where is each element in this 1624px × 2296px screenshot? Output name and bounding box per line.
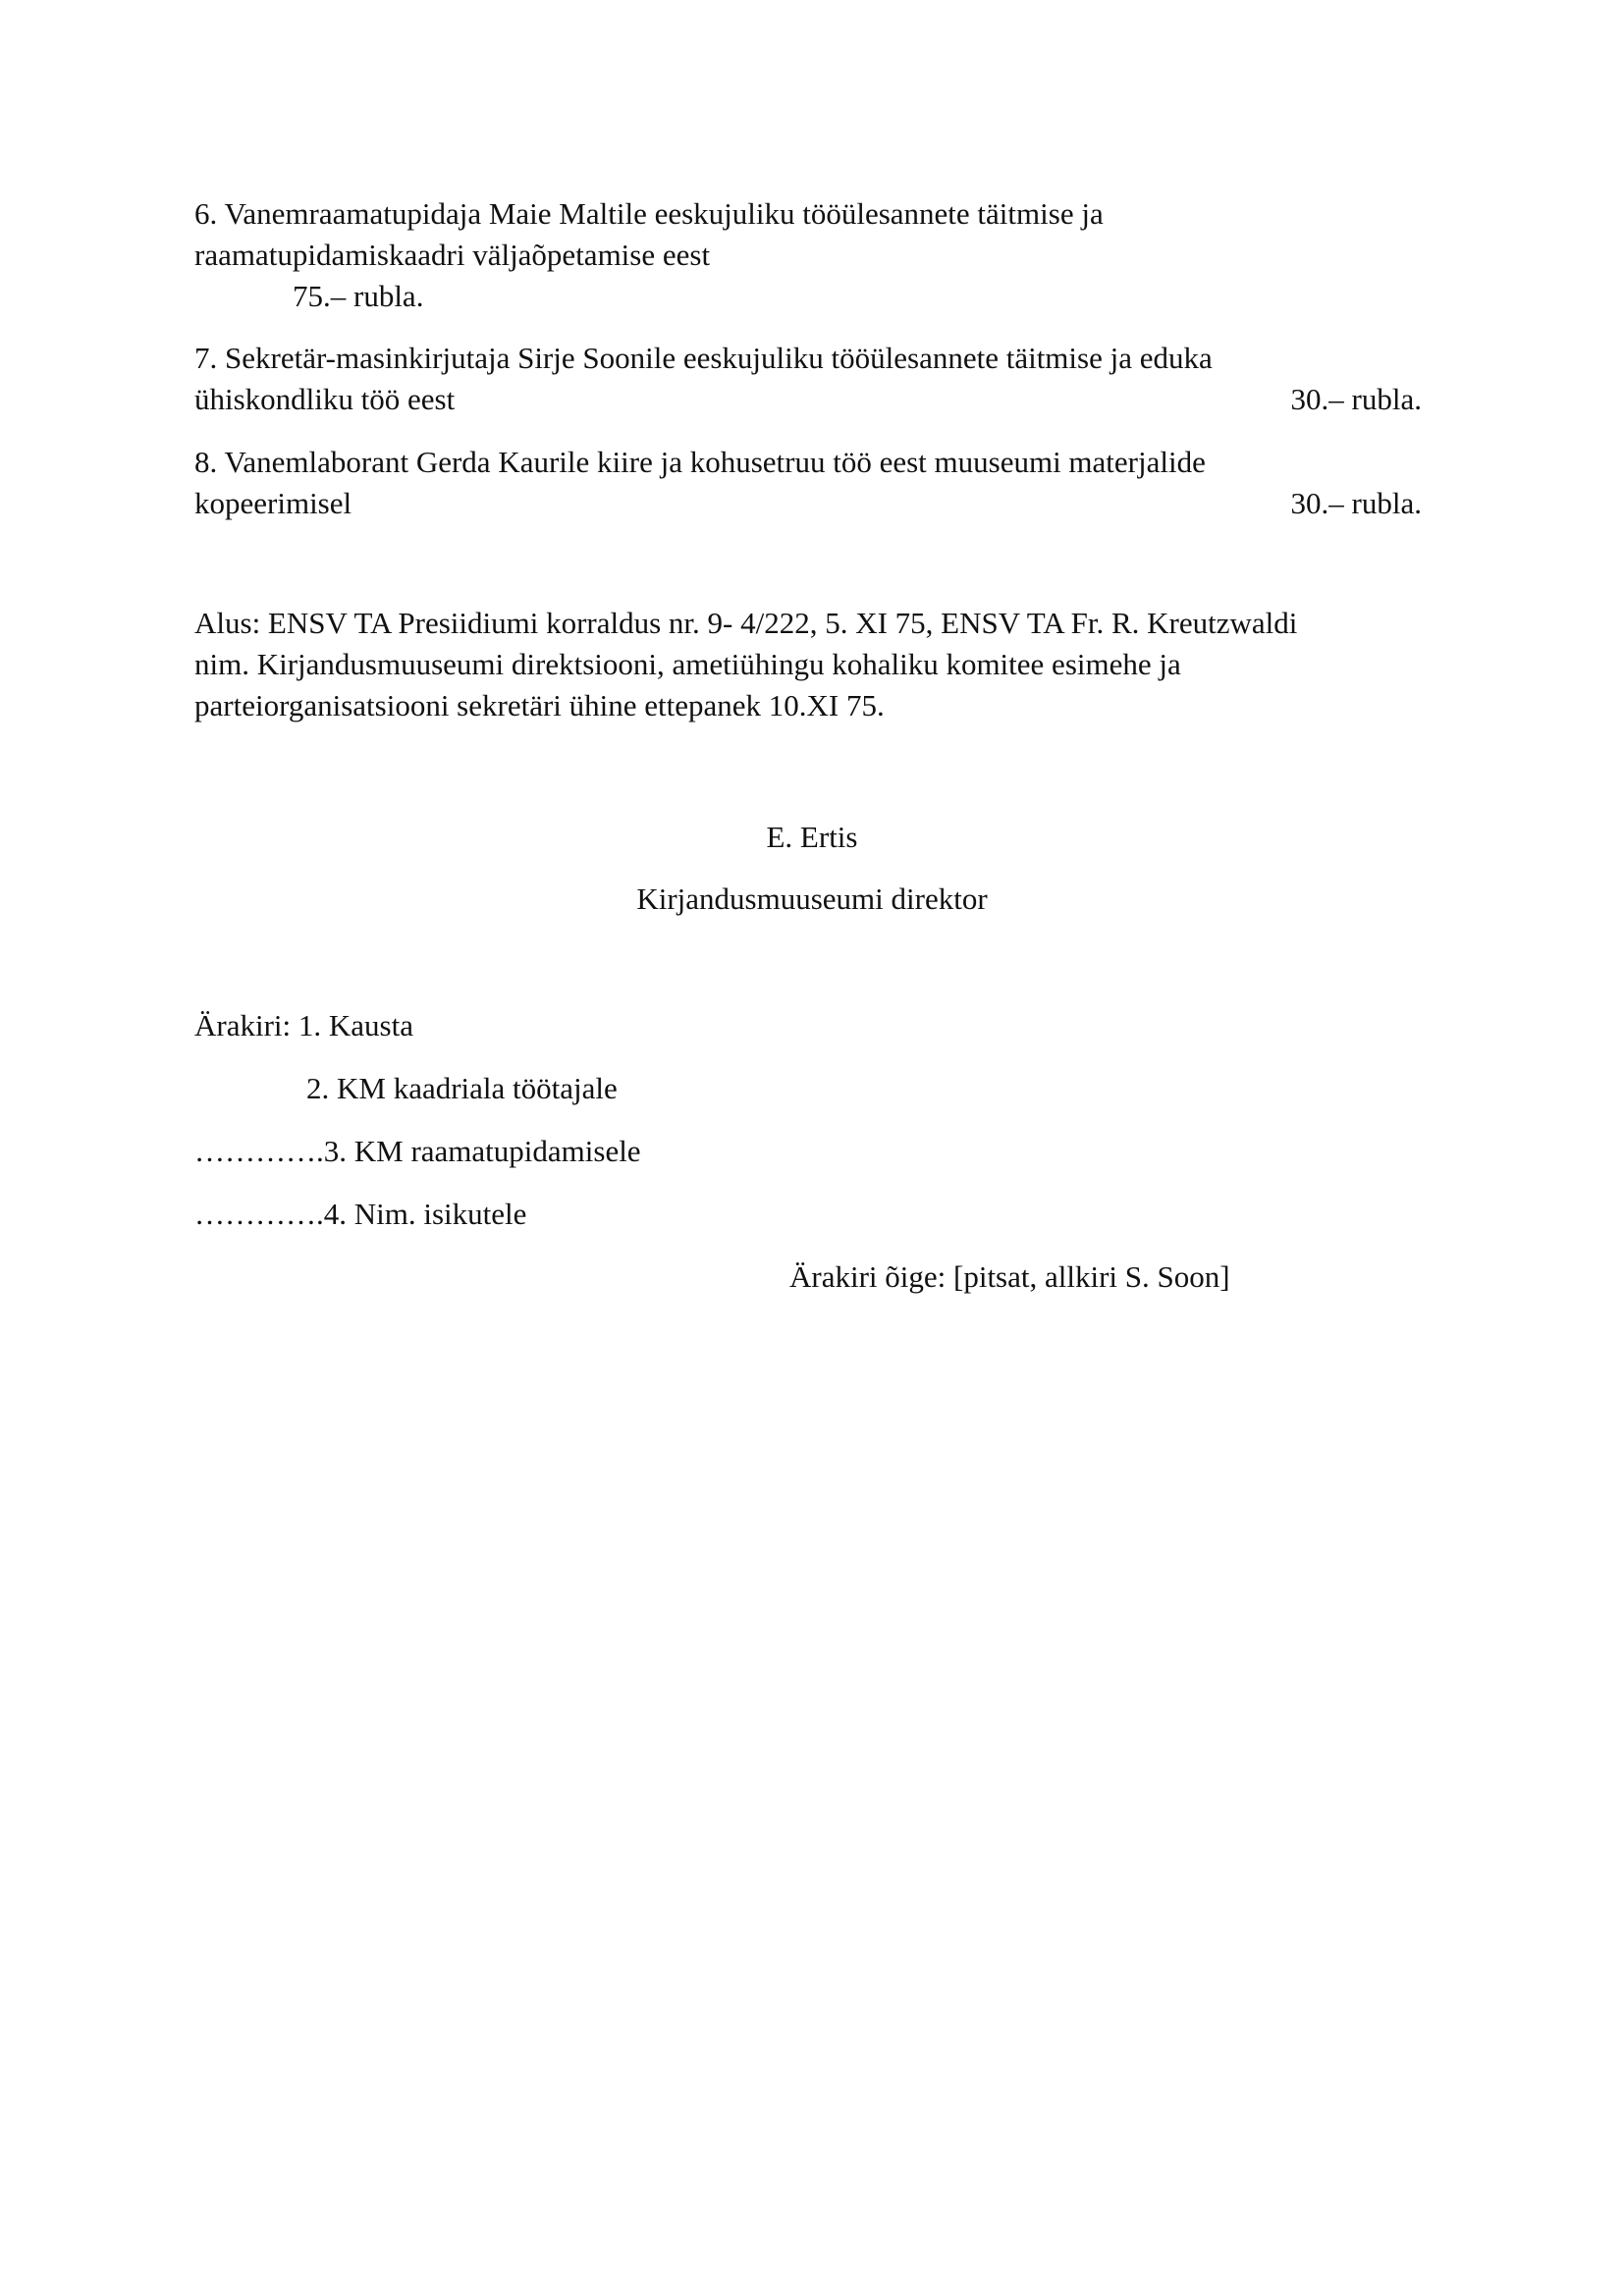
basis-line2: nim. Kirjandusmuuseumi direktsiooni, ametiühingu kohaliku komitee esimehe ja [194, 647, 1181, 681]
basis-line3: parteiorganisatsiooni sekretäri ühine ettepanek 10.XI 75. [194, 688, 885, 722]
award-item-8-line2: kopeerimisel [194, 486, 352, 520]
award-item-7 [194, 338, 1422, 420]
basis-line1: Alus: ENSV TA Presiidiumi korraldus nr. 9- 4/222, 5. XI 75, ENSV TA Fr. R. Kreutzwaldi [194, 606, 1298, 640]
award-item-7-amount: 30.– rubla. [1290, 382, 1422, 416]
copy-line-1: Ärakiri: 1. Kausta [194, 1008, 413, 1042]
award-item-7-line2: ühiskondliku töö eest [194, 382, 456, 416]
copy-line-3: ………….3. KM raamatupidamisele [194, 1134, 641, 1168]
award-item-6 [194, 193, 1422, 317]
award-item-6-amount: 75.– rubla. [293, 279, 424, 313]
copy-line-2: 2. KM kaadriala töötajale [306, 1071, 618, 1105]
award-item-8 [194, 442, 1422, 524]
copy-certification: Ärakiri õige: [pitsat, allkiri S. Soon] [789, 1259, 1230, 1294]
award-item-6-line1: 6. Vanemraamatupidaja Maie Maltile eeskujuliku tööülesannete täitmise ja [194, 196, 1104, 231]
award-item-7-amount-row [194, 379, 1422, 420]
award-item-8-line1: 8. Vanemlaborant Gerda Kaurile kiire ja kohusetruu töö eest muuseumi materjalide [194, 445, 1206, 479]
award-item-8-amount: 30.– rubla. [1290, 486, 1422, 520]
signature-name: E. Ertis [766, 820, 858, 854]
signature-position: Kirjandusmuuseumi direktor [636, 881, 988, 916]
award-item-6-line2: raamatupidamiskaadri väljaõpetamise eest [194, 238, 711, 272]
basis-paragraph [194, 603, 1422, 726]
copy-line-4: ………….4. Nim. isikutele [194, 1197, 527, 1231]
award-item-8-amount-row [194, 483, 1422, 524]
award-item-7-line1: 7. Sekretär-masinkirjutaja Sirje Soonile eeskujuliku tööülesannete täitmise ja eduka [194, 341, 1213, 375]
